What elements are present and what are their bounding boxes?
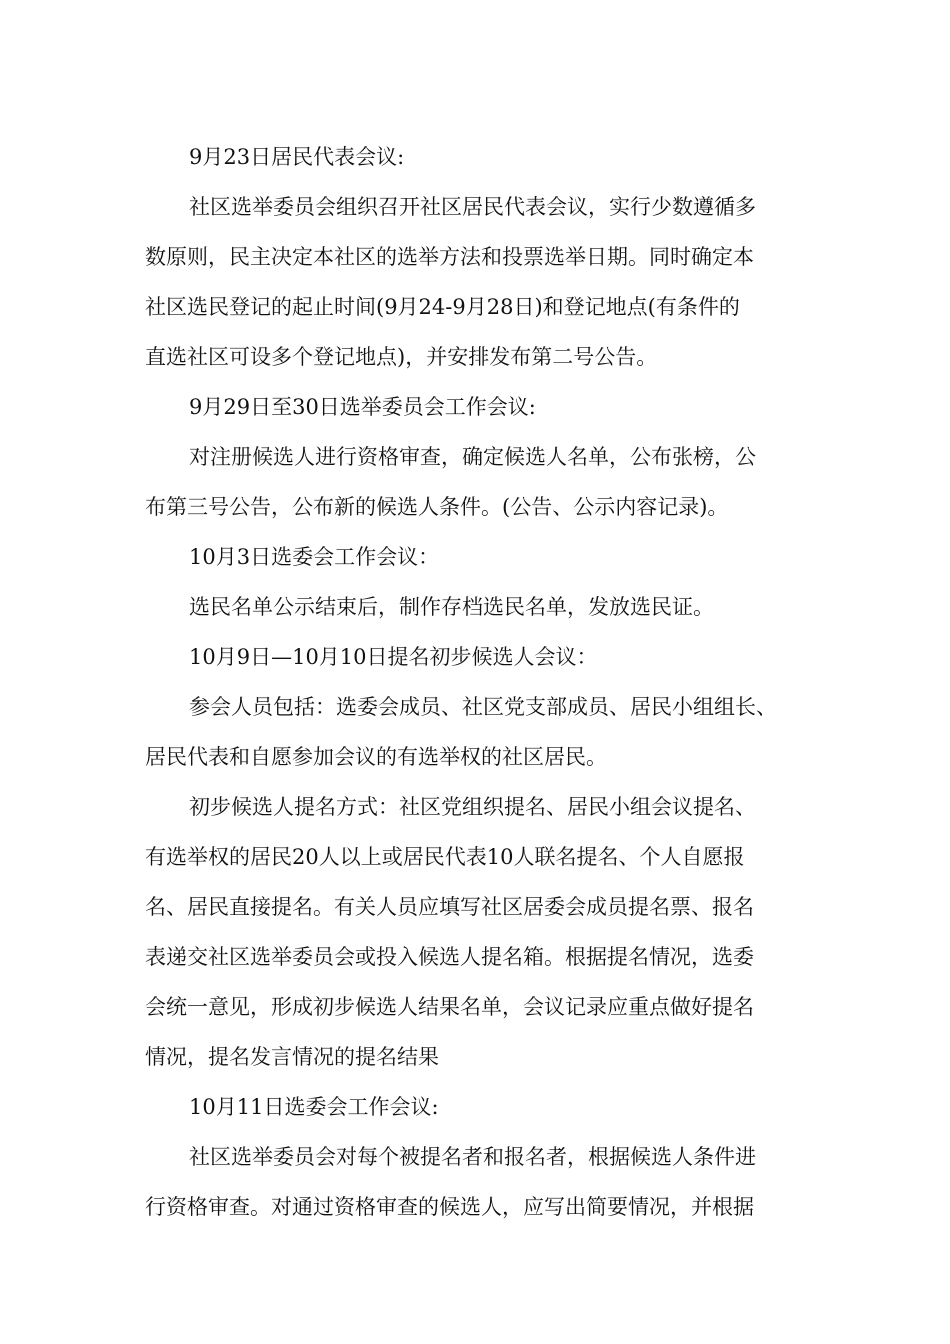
paragraph-oct3: 选民名单公示结束后，制作存档选民名单，发放选民证。 <box>189 595 714 619</box>
section-heading-oct11: 10月11日选委会工作会议: <box>189 1095 439 1119</box>
paragraph-oct11: 社区选举委员会对每个被提名者和报名者，根据候选人条件进 行资格审查。对通过资格审查的候选人，应写出简要情况，并根据 <box>145 1145 756 1219</box>
paragraph-participants: 参会人员包括：选委会成员、社区党支部成员、居民小组组长、 居民代表和自愿参加会议的有选举权的社区居民。 <box>145 695 777 769</box>
paragraph-sep23: 社区选举委员会组织召开社区居民代表会议，实行少数遵循多 数原则，民主决定本社区的选举方法和投票选举日期。同时确定本 社区选民登记的起止时间(9月24-9月28日)和登记地点(有条件的 直选社区可设多个登记地点)，并安排发布第二号公告。 <box>145 195 756 369</box>
section-heading-sep23: 9月23日居民代表会议: <box>189 145 405 169</box>
section-heading-oct9: 10月9日—10月10日提名初步候选人会议： <box>189 645 598 669</box>
paragraph-nomination-methods: 初步候选人提名方式：社区党组织提名、居民小组会议提名、 有选举权的居民20人以上或居民代表10人联名提名、个人自愿报 名、居民直接提名。有关人员应填写社区居委会成员提名票、报名 表递交社区选举委员会或投入候选人提名箱。根据提名情况，选委 会统一意见，形成初步候选人结果名单，会议记录应重点做好提名 情况，提名发言情况的提名结果 <box>145 795 756 1069</box>
document-body <box>145 132 825 1232</box>
paragraph-sep29: 对注册候选人进行资格审查，确定候选人名单，公布张榜，公 布第三号公告，公布新的候选人条件。(公告、公示内容记录)。 <box>145 445 756 519</box>
section-heading-sep29: 9月29日至30日选举委员会工作会议: <box>189 395 536 419</box>
section-heading-oct3: 10月3日选委会工作会议： <box>189 545 440 569</box>
